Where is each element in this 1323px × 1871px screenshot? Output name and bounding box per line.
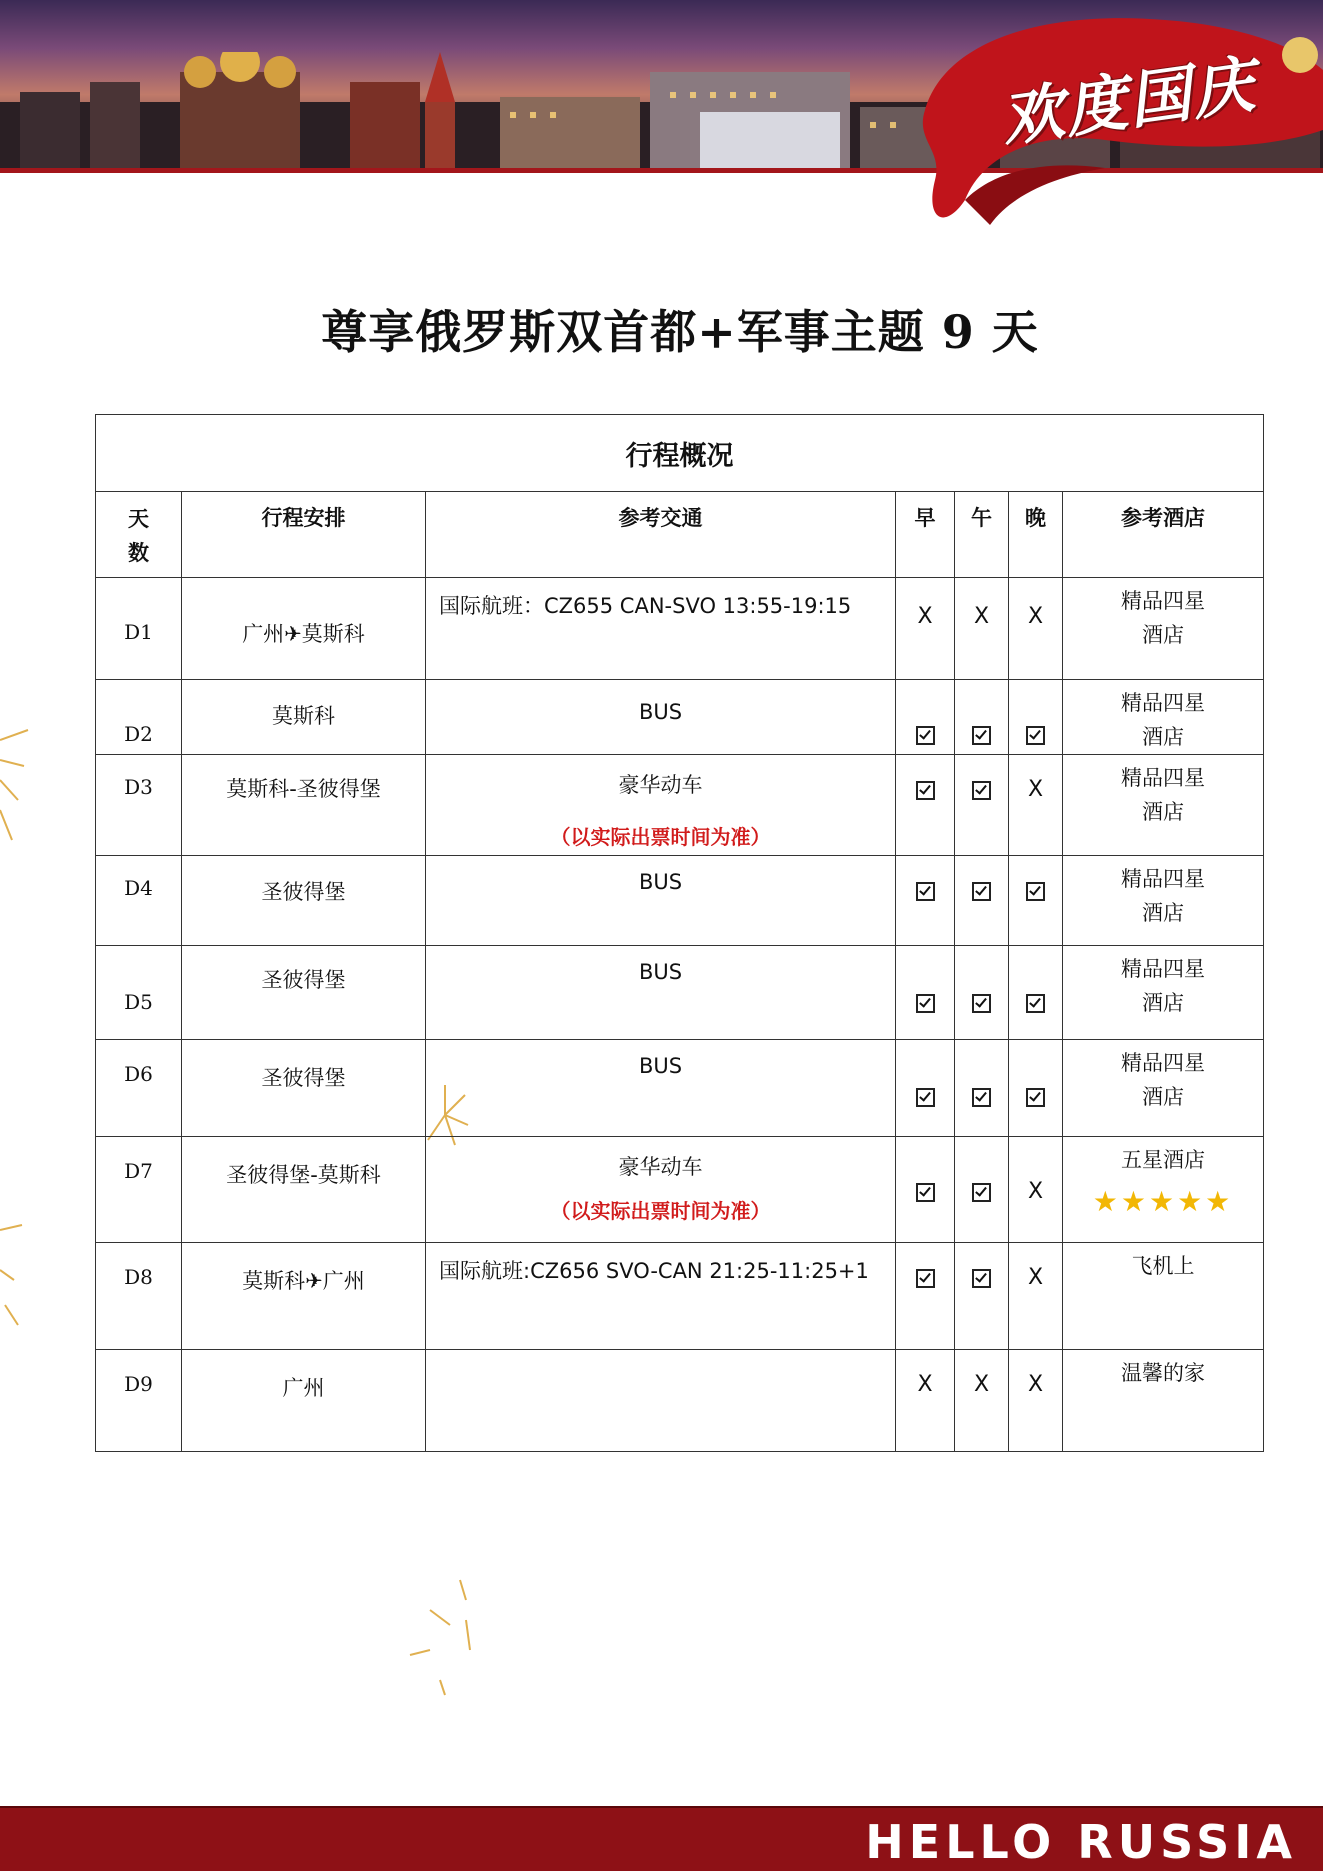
transport-text: 豪华动车 — [618, 1155, 703, 1179]
day-label: D3 — [124, 775, 153, 799]
transport-text: 国际航班：CZ655 CAN-SVO 13:55-19:15 — [439, 594, 852, 618]
hotel-name-line1: 精品四星 — [1121, 766, 1206, 790]
dinner-cell — [1009, 604, 1062, 629]
dinner-cell — [1009, 1265, 1062, 1290]
day-label: D9 — [124, 1372, 153, 1396]
hotel-name-line1: 精品四星 — [1121, 867, 1206, 891]
meal-included-checkbox-icon — [972, 1088, 991, 1107]
document-title: 尊享俄罗斯双首都+军事主题 9 天 — [321, 305, 1039, 359]
itinerary-row — [96, 1137, 1264, 1243]
lunch-mark: X — [973, 604, 990, 629]
breakfast-cell — [896, 777, 954, 801]
plan-text: 圣彼得堡-莫斯科 — [226, 1163, 381, 1187]
dinner-mark: X — [1027, 604, 1044, 629]
header-plan: 行程安排 — [182, 492, 426, 578]
transport-text: 豪华动车 — [618, 773, 703, 797]
meal-included-checkbox-icon — [916, 1088, 935, 1107]
header-breakfast: 早 — [896, 492, 955, 578]
lunch-cell — [955, 722, 1008, 746]
transport-text: BUS — [638, 870, 683, 894]
breakfast-cell — [896, 604, 954, 629]
header-hotel: 参考酒店 — [1063, 492, 1264, 578]
meal-included-checkbox-icon — [972, 781, 991, 800]
header-day: 天数 — [96, 492, 182, 578]
ticket-time-note: （以实际出票时间为准） — [550, 1199, 771, 1223]
hotel-name-line1: 精品四星 — [1121, 1051, 1206, 1075]
header-lunch: 午 — [955, 492, 1009, 578]
transport-text: BUS — [638, 700, 683, 724]
hotel-name-line2: 酒店 — [1142, 1085, 1185, 1109]
transport-text: 国际航班:CZ656 SVO-CAN 21:25-11:25+1 — [439, 1259, 869, 1283]
plan-text: 广州✈莫斯科 — [242, 622, 365, 646]
day-label: D4 — [124, 876, 153, 900]
hotel-name-line1: 精品四星 — [1121, 589, 1206, 613]
meal-included-checkbox-icon — [1026, 882, 1045, 901]
transport-text: BUS — [638, 960, 683, 984]
meal-included-checkbox-icon — [916, 1183, 935, 1202]
itinerary-row — [96, 680, 1264, 755]
dinner-mark: X — [1027, 1372, 1044, 1397]
itinerary-table — [95, 414, 1264, 1452]
dinner-cell — [1009, 1179, 1062, 1204]
lunch-cell — [955, 1265, 1008, 1289]
dinner-cell — [1009, 990, 1062, 1014]
hotel-name-line2: 酒店 — [1142, 991, 1185, 1015]
hotel-name-line1: 精品四星 — [1121, 691, 1206, 715]
meal-included-checkbox-icon — [972, 1183, 991, 1202]
meal-included-checkbox-icon — [916, 882, 935, 901]
dinner-mark: X — [1027, 1179, 1044, 1204]
day-label: D5 — [124, 990, 153, 1014]
lunch-cell — [955, 878, 1008, 902]
lunch-cell — [955, 777, 1008, 801]
plan-text: 圣彼得堡 — [261, 968, 346, 992]
meal-included-checkbox-icon — [916, 1269, 935, 1288]
hotel-name-line2: 酒店 — [1142, 800, 1185, 824]
dinner-cell — [1009, 1372, 1062, 1397]
lunch-cell — [955, 1372, 1008, 1397]
lunch-mark: X — [973, 1372, 990, 1397]
plan-text: 莫斯科✈广州 — [242, 1269, 365, 1293]
plan-text: 广州 — [282, 1376, 325, 1400]
breakfast-mark: X — [917, 1372, 933, 1397]
day-label: D8 — [124, 1265, 153, 1289]
day-label: D7 — [124, 1159, 153, 1183]
dinner-cell — [1009, 1084, 1062, 1108]
itinerary-row — [96, 946, 1264, 1040]
meal-included-checkbox-icon — [916, 726, 935, 745]
breakfast-cell — [896, 990, 954, 1014]
transport-text: BUS — [638, 1054, 683, 1078]
itinerary-row — [96, 856, 1264, 946]
firework-sparkle-decoration — [0, 720, 34, 870]
dinner-cell — [1009, 722, 1062, 746]
dinner-cell — [1009, 777, 1062, 802]
day-label: D2 — [124, 722, 153, 746]
meal-included-checkbox-icon — [916, 994, 935, 1013]
lunch-cell — [955, 1084, 1008, 1108]
five-star-rating-icon: ★★★★★ — [1092, 1185, 1234, 1218]
meal-included-checkbox-icon — [1026, 994, 1045, 1013]
dinner-mark: X — [1027, 1265, 1044, 1290]
breakfast-cell — [896, 878, 954, 902]
itinerary-row — [96, 755, 1264, 856]
breakfast-cell — [896, 722, 954, 746]
itinerary-row — [96, 1350, 1264, 1452]
breakfast-cell — [896, 1372, 954, 1397]
breakfast-cell — [896, 1179, 954, 1203]
itinerary-row — [96, 1243, 1264, 1350]
lunch-cell — [955, 1179, 1008, 1203]
hotel-name-line2: 酒店 — [1142, 901, 1185, 925]
meal-included-checkbox-icon — [972, 726, 991, 745]
firework-sparkle-decoration — [0, 1220, 30, 1330]
day-label: D6 — [124, 1062, 153, 1086]
itinerary-row — [96, 1040, 1264, 1137]
hotel-name-line2: 酒店 — [1142, 725, 1185, 749]
plan-text: 莫斯科-圣彼得堡 — [226, 777, 381, 801]
meal-included-checkbox-icon — [1026, 726, 1045, 745]
meal-included-checkbox-icon — [972, 882, 991, 901]
meal-included-checkbox-icon — [972, 1269, 991, 1288]
table-header-row — [96, 492, 1264, 578]
meal-included-checkbox-icon — [916, 781, 935, 800]
dinner-mark: X — [1027, 777, 1044, 802]
table-caption: 行程概况 — [96, 415, 1264, 492]
meal-included-checkbox-icon — [1026, 1088, 1045, 1107]
itinerary-row — [96, 578, 1264, 680]
hotel-name-line1: 飞机上 — [1131, 1254, 1195, 1278]
header-dinner: 晚 — [1009, 492, 1063, 578]
hotel-name-line1: 温馨的家 — [1121, 1361, 1206, 1385]
meal-included-checkbox-icon — [972, 994, 991, 1013]
dinner-cell — [1009, 878, 1062, 902]
footer-text: HELLO RUSSIA — [865, 1815, 1297, 1869]
firework-sparkle-decoration — [400, 1570, 480, 1700]
lunch-cell — [955, 990, 1008, 1014]
plan-text: 圣彼得堡 — [261, 1066, 346, 1090]
hotel-name-line2: 酒店 — [1142, 623, 1185, 647]
header-transport: 参考交通 — [426, 492, 896, 578]
ticket-time-note: （以实际出票时间为准） — [550, 825, 771, 849]
holiday-greeting-text: 欢度国庆 — [996, 47, 1261, 156]
hotel-name-line1: 精品四星 — [1121, 957, 1206, 981]
breakfast-cell — [896, 1084, 954, 1108]
lunch-cell — [955, 604, 1008, 629]
breakfast-mark: X — [917, 604, 933, 629]
plan-text: 莫斯科 — [272, 704, 335, 728]
day-label: D1 — [124, 620, 153, 644]
plan-text: 圣彼得堡 — [261, 880, 346, 904]
breakfast-cell — [896, 1265, 954, 1289]
hotel-name-line1: 五星酒店 — [1121, 1148, 1206, 1172]
